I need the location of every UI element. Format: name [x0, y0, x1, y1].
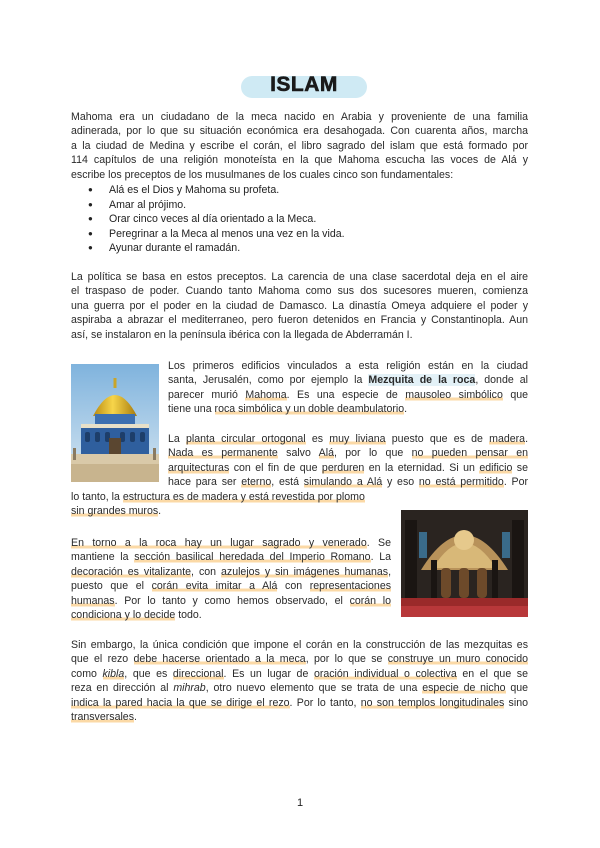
page-title: ISLAM — [270, 73, 338, 96]
text-line: Mahoma era un ciudadano de la meca nacido en Arabia y proveniente de una familia — [71, 111, 528, 123]
buildings-paragraph — [168, 359, 528, 417]
text-line: Los primeros edificios vinculados a esta religión están en la ciudad — [168, 360, 528, 372]
text-line: que el rezo debe hacerse orientado a la meca, por lo que se construye un muro conocido — [71, 653, 528, 666]
text-line: transversales. — [71, 710, 137, 723]
list-item: ● Peregrinar a la Meca al menos una vez en la vida. — [88, 227, 345, 242]
mosque-interior-image — [401, 510, 528, 617]
highlight-term: roca simbólica y un doble deambulatorio — [214, 403, 405, 416]
highlight-term: mausoleo simbólico — [405, 388, 503, 401]
text-line: hace para ser eterno, está simulando a Alá y eso no está permitido. Por — [168, 476, 529, 489]
text-line: En torno a la roca hay un lugar sagrado y venerado. Se — [71, 537, 391, 549]
plant-paragraph-cont — [71, 490, 401, 519]
dome-of-the-rock-image — [71, 364, 159, 482]
rock-paragraph — [71, 536, 391, 622]
text-line: indica la pared hacia la que se dirige el rezo. Por lo tanto, no son templos longitudinales sino — [71, 696, 528, 709]
list-item: ● Alá es el Dios y Mahoma su profeta. — [88, 183, 345, 198]
text-line: condiciona y lo decide todo. — [71, 608, 202, 621]
text-line: decoración es vitalizante, con azulejos y sin imágenes humanas, — [71, 565, 392, 578]
text-line: adinerada, por lo que su situación económica era desahogada. Con cuarenta años, marcha — [71, 125, 528, 138]
text-line: humanas. Por lo tanto y como hemos observado, el corán lo — [71, 594, 391, 607]
text-line: reza en dirección al mihrab, otro nuevo elemento que se trata de una especie de nicho que — [71, 682, 528, 695]
text-line: 114 capítulos de una religión monoteísta en la que Mahoma escucha las voces de Alá y — [71, 154, 528, 167]
text-line: escribe los preceptos de los musulmanes de los cuales cinco son fundamentales: — [71, 168, 454, 181]
highlight-term: Mahoma — [245, 388, 287, 401]
intro-paragraph — [71, 110, 528, 182]
text-line: una guerra por el poder en la ciudad de Damasco. La dinastía Omeya adquiere el poder y — [71, 299, 528, 312]
page-number: 1 — [296, 797, 304, 809]
text-line: tiene una roca simbólica y un doble deambulatorio. — [168, 403, 408, 416]
text-line: así, se instalaron en la península ibérica con la llegada de Abderramán I. — [71, 328, 413, 341]
text-line: La política se basa en estos preceptos. La carencia de una clase sacerdotal deja en el aire — [71, 271, 528, 283]
text-line: mantiene la sección basilical heredada del Imperio Romano. La — [71, 551, 392, 564]
precepts-list — [88, 183, 345, 256]
text-line: a la ciudad de Medina y escribe el corán, el libro sagrado del islam que está formado por — [71, 139, 528, 152]
text-line: Nada es permanente salvo Alá, por lo que no pueden pensar en — [168, 447, 528, 460]
highlight-term: Mezquita de la roca — [368, 374, 476, 387]
mosque-paragraph — [71, 638, 528, 724]
text-line: parecer murió Mahoma. Es una especie de mausoleo simbólico que — [168, 388, 528, 401]
text-line: Sin embargo, la única condición que impone el corán en la construcción de las mezquitas es — [71, 639, 528, 651]
list-item: ● Orar cinco veces al día orientado a la Meca. — [88, 212, 345, 227]
text-line: lo tanto, la estructura es de madera y está revestida por plomo — [71, 491, 365, 503]
text-line: arquitecturas con el fin de que perduren en la eternidad. Si un edificio se — [168, 461, 528, 474]
text-line: sin grandes muros. — [71, 505, 162, 518]
politics-paragraph — [71, 270, 528, 342]
text-line: el traspaso de poder. Cuando tanto Mahoma como sus dos sucesores mueren, comienza — [71, 285, 528, 298]
text-line: aspiraba a abrazar el mediterraneo, pero fueron detenidos en Francia y Constantinopla. Aun — [71, 314, 528, 327]
text-line: La planta circular ortogonal es muy liviana puesto que es de madera. — [168, 433, 529, 445]
list-item: ● Ayunar durante el ramadán. — [88, 241, 345, 256]
list-item: ● Amar al prójimo. — [88, 198, 345, 213]
text-line: santa, Jerusalén, como por ejemplo la Mezquita de la roca, donde al — [168, 374, 528, 387]
text-line: como kibla, que es direccional. Es un lugar de oración individual o colectiva en el que se — [71, 667, 528, 680]
plant-paragraph — [168, 432, 528, 490]
text-line: puesto que el corán evita imitar a Alá con representaciones — [71, 580, 392, 593]
